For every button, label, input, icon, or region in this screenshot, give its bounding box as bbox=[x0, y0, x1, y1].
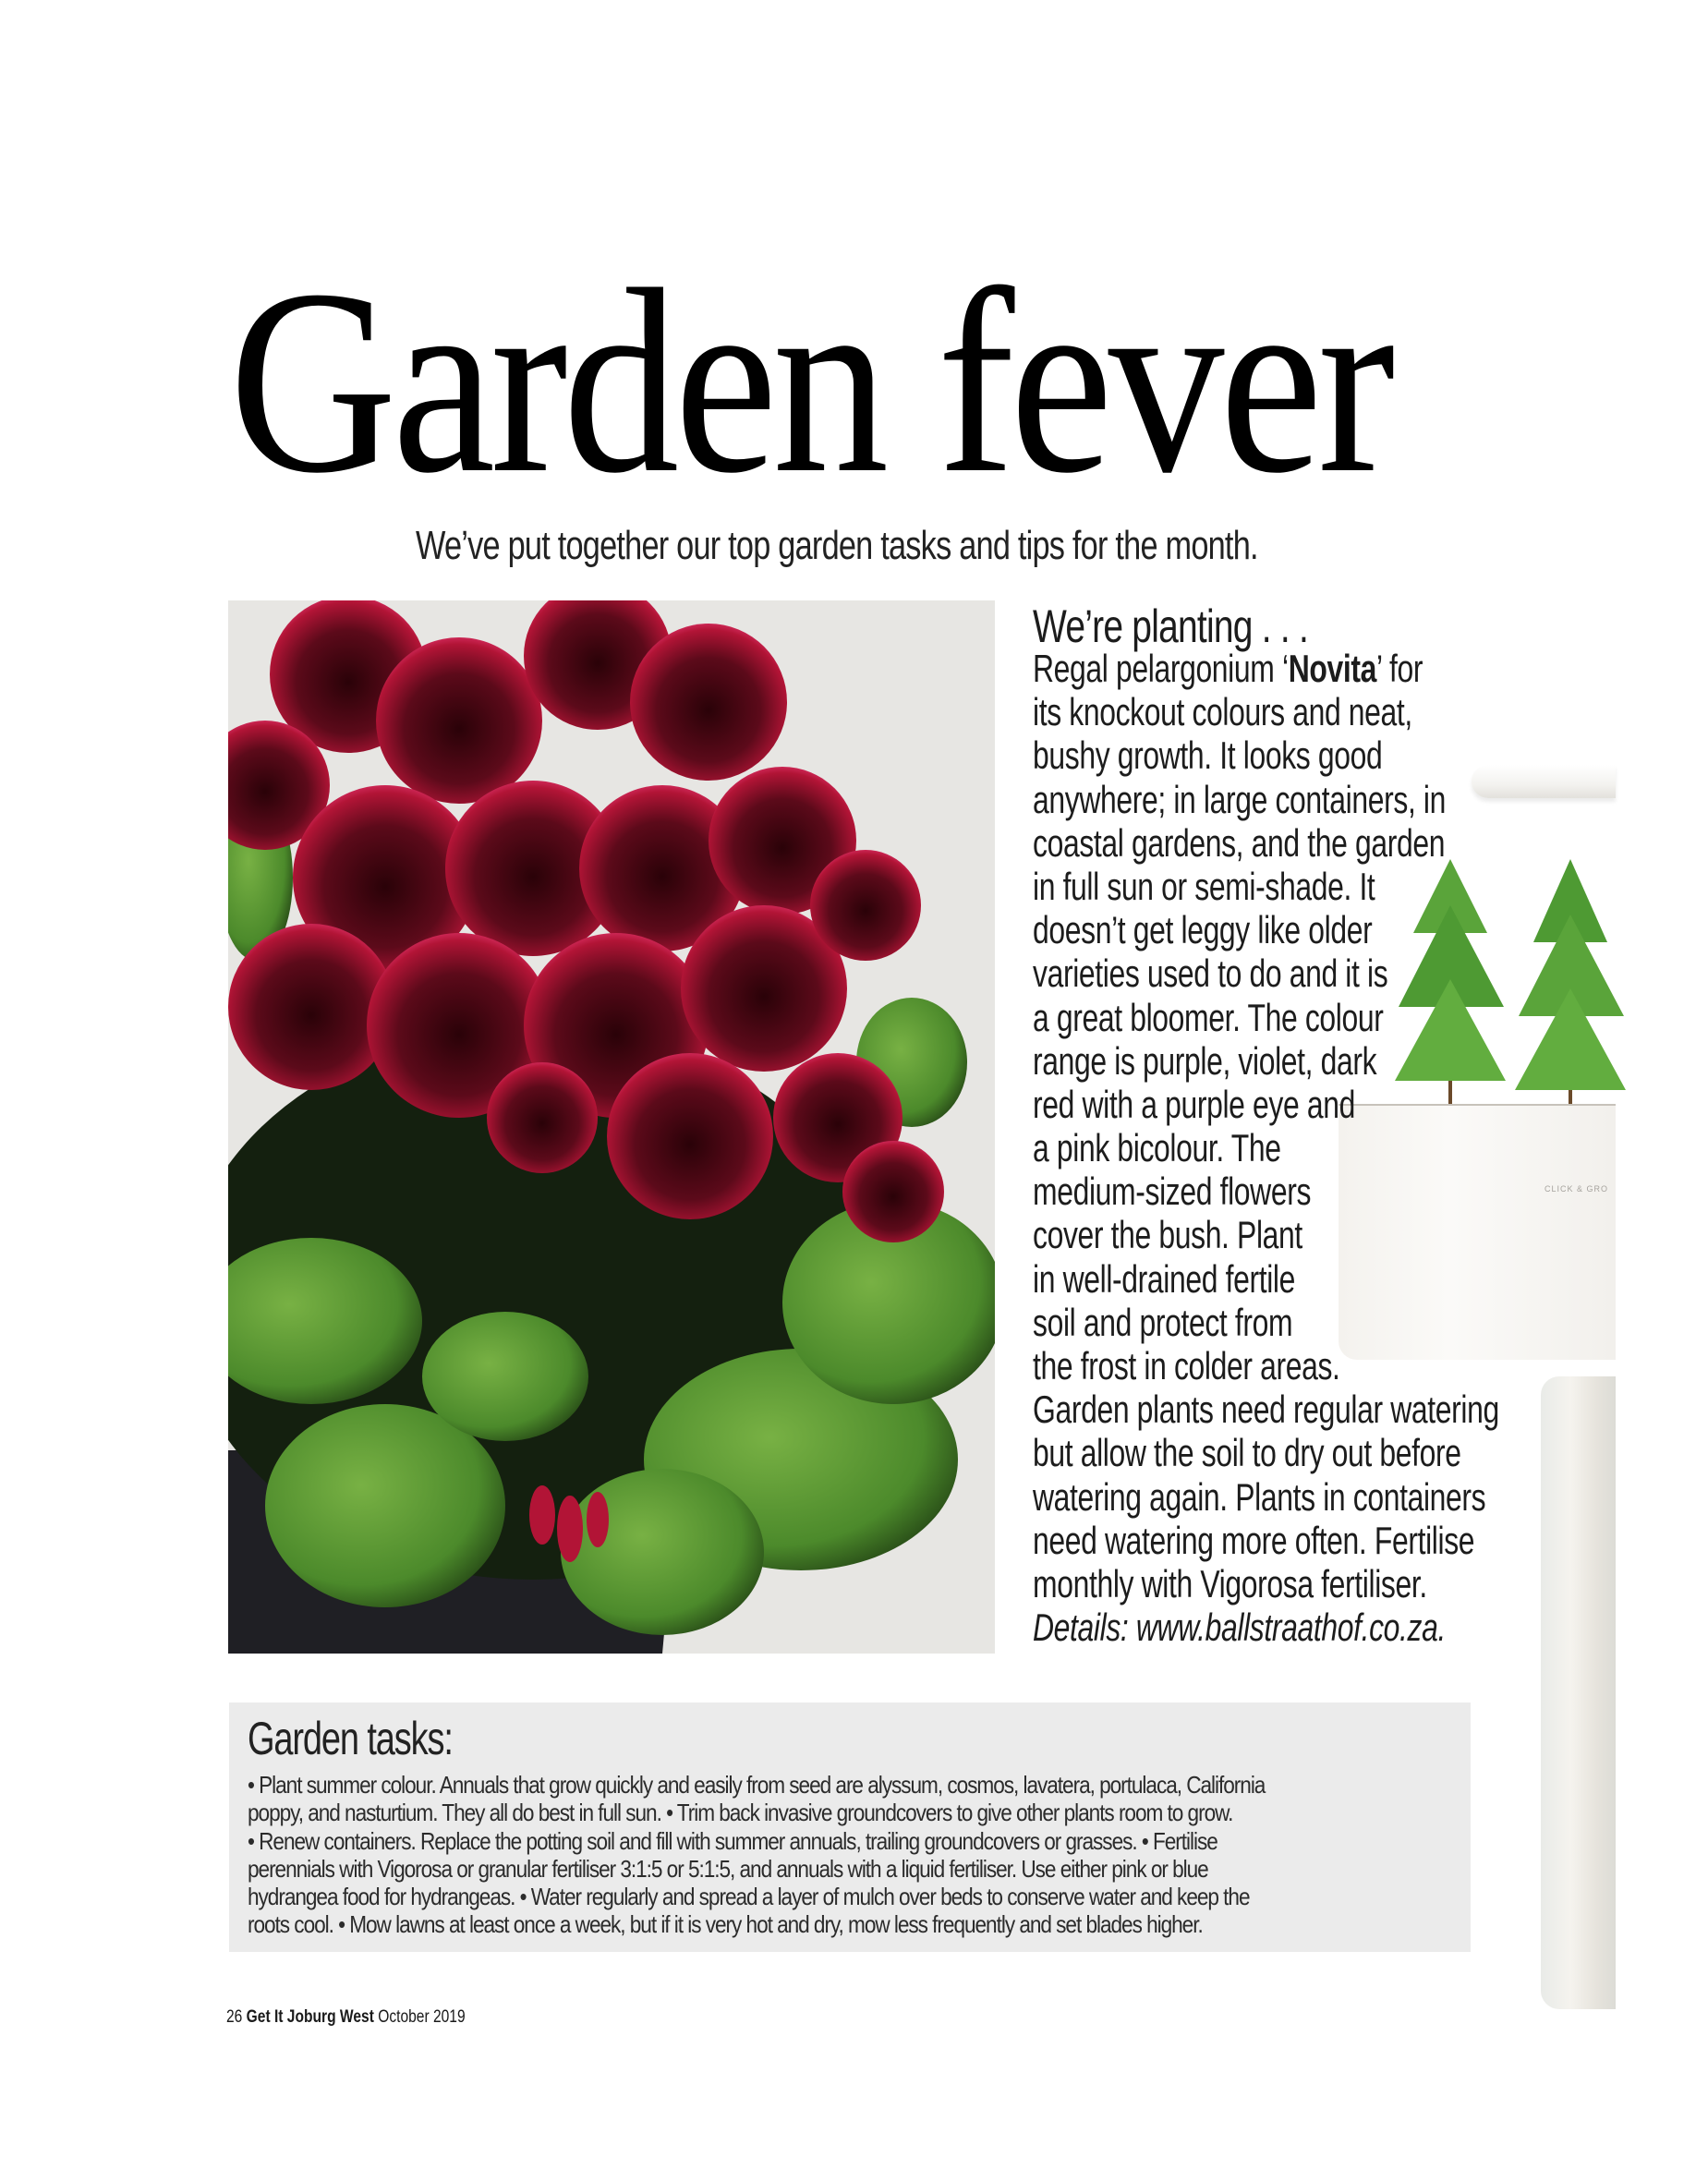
planting-line: need watering more often. Fertilise bbox=[1033, 1518, 1475, 1562]
tasks-line: roots cool. • Mow lawns at least once a week, but if it is very hot and dry, mow less frequently and set blades higher. bbox=[248, 1910, 1203, 1939]
planting-line: red with a purple eye and bbox=[1033, 1082, 1355, 1126]
pelargonium-photo bbox=[228, 600, 995, 1654]
issue-date: October 2019 bbox=[378, 2007, 466, 2027]
tasks-line: • Plant summer colour. Annuals that grow quickly and easily from seed are alyssum, cosmos, lavatera, portulaca, California bbox=[248, 1771, 1266, 1799]
tasks-line: perennials with Vigorosa or granular fertiliser 3:1:5 or 5:1:5, and annuals with a liquid fertiliser. Use either pink or blue bbox=[248, 1854, 1208, 1883]
planting-heading: We’re planting . . . bbox=[1033, 600, 1309, 652]
planting-line: bushy growth. It looks good bbox=[1033, 733, 1383, 778]
planting-line: the frost in colder areas. bbox=[1033, 1344, 1340, 1387]
planting-line: watering again. Plants in containers bbox=[1033, 1474, 1486, 1519]
planting-line: varieties used to do and it is bbox=[1033, 951, 1388, 996]
planting-line: range is purple, violet, dark bbox=[1033, 1038, 1377, 1083]
planting-line: a great bloomer. The colour bbox=[1033, 995, 1384, 1039]
planter-brand-label: CLICK & GRO bbox=[1544, 1184, 1608, 1193]
standfirst: We’ve put together our top garden tasks and tips for the month. bbox=[416, 523, 1258, 568]
tasks-title: Garden tasks: bbox=[248, 1713, 453, 1764]
variety-name: Novita bbox=[1288, 647, 1376, 690]
planting-line: cover the bush. Plant bbox=[1033, 1213, 1302, 1257]
planting-line: coastal gardens, and the garden bbox=[1033, 820, 1446, 865]
planting-line: but allow the soil to dry out before bbox=[1033, 1431, 1461, 1475]
planting-line: in full sun or semi-shade. It bbox=[1033, 864, 1375, 908]
headline: Garden fever bbox=[229, 235, 1391, 527]
publication-name: Get It Joburg West bbox=[246, 2007, 374, 2027]
planting-line: a pink bicolour. The bbox=[1033, 1126, 1281, 1170]
planting-column bbox=[1033, 600, 1587, 1649]
page-number: 26 bbox=[226, 2007, 243, 2027]
planting-line: in well-drained fertile bbox=[1033, 1256, 1296, 1301]
page-footer bbox=[226, 2007, 466, 2028]
tasks-line: hydrangea food for hydrangeas. • Water regularly and spread a layer of mulch over beds to conserve water and keep the bbox=[248, 1883, 1250, 1911]
tasks-body bbox=[248, 1771, 1467, 1939]
garden-tasks-box bbox=[229, 1702, 1471, 1952]
tasks-line: • Renew containers. Replace the potting soil and fill with summer annuals, trailing groundcovers or grasses. • Fertilise bbox=[248, 1826, 1217, 1855]
planting-line: its knockout colours and neat, bbox=[1033, 690, 1412, 734]
planting-line: soil and protect from bbox=[1033, 1300, 1293, 1344]
details-link[interactable]: Details: www.ballstraathof.co.za. bbox=[1033, 1605, 1446, 1650]
planting-line: medium-sized flowers bbox=[1033, 1169, 1312, 1214]
planting-intro-line: Regal pelargonium ‘Novita’ for bbox=[1033, 647, 1423, 690]
planting-line: anywhere; in large containers, in bbox=[1033, 777, 1447, 821]
tasks-line: poppy, and nasturtium. They all do best in full sun. • Trim back invasive groundcovers to give other plants room to grow. bbox=[248, 1799, 1233, 1827]
planting-line: monthly with Vigorosa fertiliser. bbox=[1033, 1561, 1427, 1605]
pelargonium-illustration bbox=[228, 600, 995, 1654]
planting-line: Garden plants need regular watering bbox=[1033, 1387, 1499, 1432]
planting-line: doesn’t get leggy like older bbox=[1033, 908, 1373, 952]
